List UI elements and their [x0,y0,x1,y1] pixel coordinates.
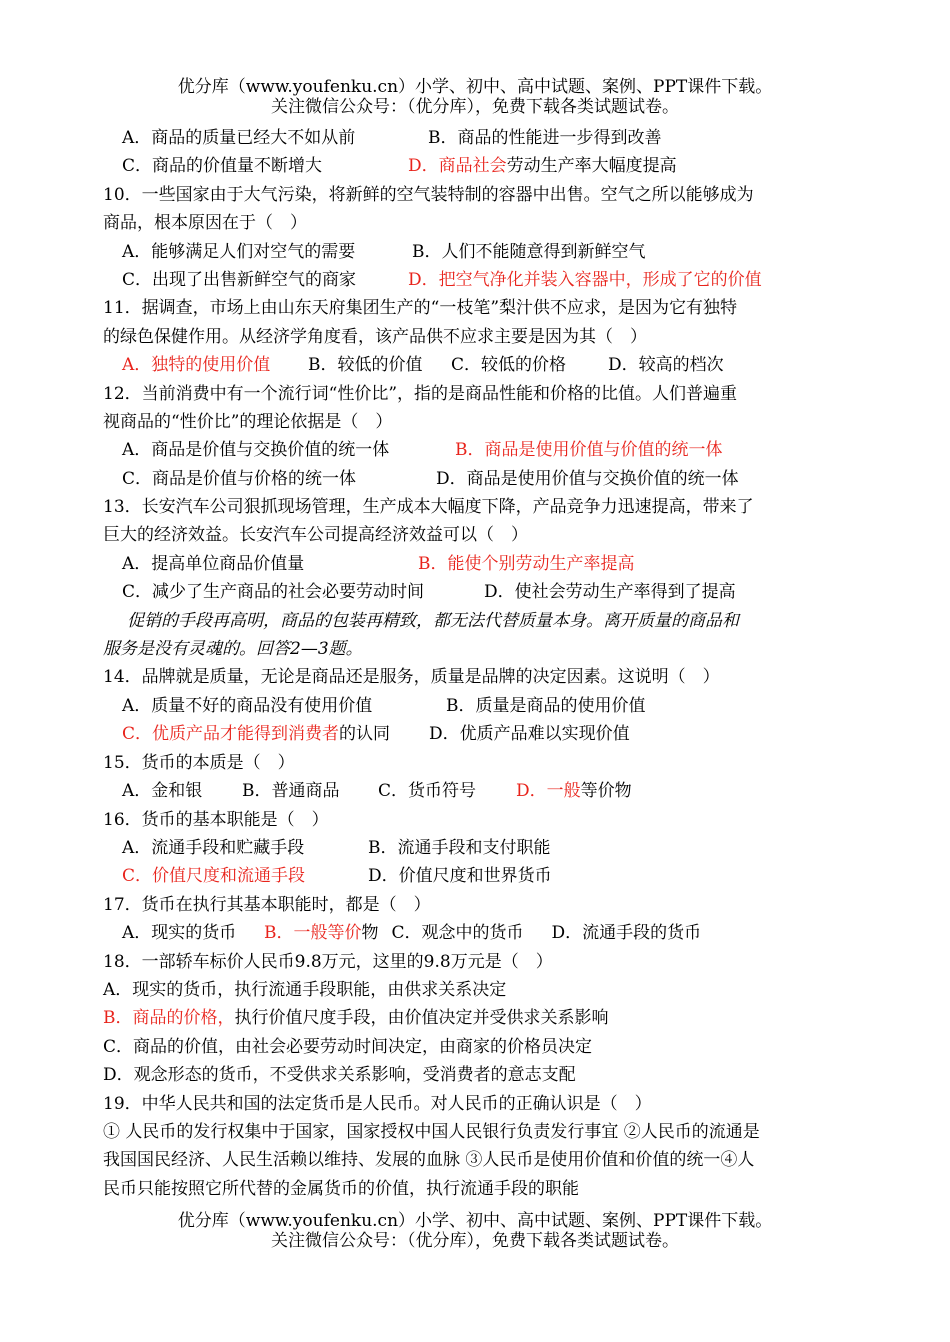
q10-option-b: B．人们不能随意得到新鲜空气 [412,242,646,262]
q11-stem-line-2: 的绿色保健作用。从经济学角度看，该产品供不应求主要是因为其（ ） [103,327,647,347]
q12-options-row-2 [122,469,739,489]
q18-option-b [103,1008,609,1028]
footer-line-1: 优分库（www.youfenku.cn）小学、初中、高中试题、案例、PPT课件下载。 [177,1211,773,1231]
q18-option-b-rest: 执行价值尺度手段，由价值决定并受供求关系影响 [234,1008,609,1028]
q15-options-row [122,781,632,801]
q13-stem-line-2: 巨大的经济效益。长安汽车公司提高经济效益可以（ ） [103,525,528,545]
q12-options-row-1 [122,440,723,460]
q14-options-row-1 [122,696,646,716]
q18-option-c: C．商品的价值，由社会必要劳动时间决定，由商家的价格员决定 [103,1037,593,1057]
q12-option-d: D．商品是使用价值与交换价值的统一体 [436,469,739,489]
passage-line-1: 促销的手段再高明，商品的包装再精致，都无法代替质量本身。离开质量的商品和 [127,611,739,631]
q12-option-a: A．商品是价值与交换价值的统一体 [122,440,390,460]
q17-option-d: D．流通手段的货币 [551,923,702,943]
q14-option-c-answer: C．优质产品才能得到消费者 [122,724,340,744]
q9-options-row-1 [122,128,662,148]
q14-options-row-2 [122,724,630,744]
q11-option-a-answer: A．独特的使用价值 [122,355,271,375]
q14-option-d: D．优质产品难以实现价值 [429,724,630,744]
q11-option-c: C．较低的价格 [451,355,567,375]
q15-option-d-rest: 等价物 [580,781,632,801]
q12-option-c: C．商品是价值与价格的统一体 [122,469,357,489]
q10-options-row-1 [122,242,646,262]
q13-options-row-1 [122,554,635,574]
q11-option-d: D．较高的档次 [608,355,724,375]
q9-option-d-rest: 劳动生产率大幅度提高 [506,156,677,176]
q11-options-row [122,355,724,375]
q14-option-a: A．质量不好的商品没有使用价值 [122,696,373,716]
q18-option-a: A．现实的货币，执行流通手段职能，由供求关系决定 [103,980,507,1000]
q18-option-d: D．观念形态的货币，不受供求关系影响，受消费者的意志支配 [103,1065,576,1085]
header-line-2: 关注微信公众号：（优分库），免费下载各类试题试卷。 [271,97,679,117]
q13-options-row-2 [122,582,736,602]
q10-options-row-2 [122,270,762,290]
q15-option-a: A．金和银 [122,781,203,801]
q14-option-b: B．质量是商品的使用价值 [446,696,646,716]
q15-option-b: B．普通商品 [242,781,340,801]
footer-line-2: 关注微信公众号：（优分库），免费下载各类试题试卷。 [271,1231,679,1251]
q16-option-b: B．流通手段和支付职能 [368,838,551,858]
q15-option-c: C．货币符号 [378,781,477,801]
q14-stem: 14．品牌就是质量，无论是商品还是服务，质量是品牌的决定因素。这说明（ ） [103,667,720,687]
q9-options-row-2 [122,156,677,176]
q9-option-b: B．商品的性能进一步得到改善 [428,128,662,148]
q9-option-c: C．商品的价值量不断增大 [122,156,323,176]
q19-line-2: 我国国民经济、人民生活赖以维持、发展的血脉 ③人民币是使用价值和价值的统一④人 [103,1150,755,1170]
q11-option-b: B．较低的价值 [308,355,423,375]
q17-option-b-rest: 物 [361,923,379,943]
q19-line-3: 民币只能按照它所代替的金属货币的价值，执行流通手段的职能 [103,1179,579,1199]
q17-options-row [122,923,701,943]
q13-option-d: D．使社会劳动生产率得到了提高 [484,582,736,602]
q17-option-a: A．现实的货币 [122,923,237,943]
q19-line-1: ① 人民币的发行权集中于国家，国家授权中国人民银行负责发行事宜 ②人民币的流通是 [103,1122,760,1142]
header-line-1: 优分库（www.youfenku.cn）小学、初中、高中试题、案例、PPT课件下载。 [177,77,773,97]
passage-line-2: 服务是没有灵魂的。回答2—3题。 [103,639,363,659]
q10-stem-line-2: 商品，根本原因在于（ ） [103,213,307,233]
q11-stem-line-1: 11．据调查，市场上由山东天府集团生产的“一枝笔”梨汁供不应求，是因为它有独特 [103,298,738,318]
q16-option-a: A．流通手段和贮藏手段 [122,838,305,858]
q17-option-c: C．观念中的货币 [391,923,524,943]
q16-stem: 16．货币的基本职能是（ ） [103,810,329,830]
q10-option-c: C．出现了出售新鲜空气的商家 [122,270,357,290]
q13-option-c: C．减少了生产商品的社会必要劳动时间 [122,582,425,602]
q17-option-b-answer: B．一般等价 [264,923,362,943]
q16-options-row-2 [122,866,552,886]
q10-option-d-answer: D．把空气净化并装入容器中，形成了它的价值 [408,270,762,290]
q9-option-a: A．商品的质量已经大不如从前 [122,128,356,148]
q13-stem-line-1: 13．长安汽车公司狠抓现场管理，生产成本大幅度下降，产品竞争力迅速提高，带来了 [103,497,754,517]
q18-option-b-answer: B．商品的价格， [103,1008,235,1028]
q17-stem: 17．货币在执行其基本职能时，都是（ ） [103,895,431,915]
q10-stem-line-1: 10．一些国家由于大气污染，将新鲜的空气装特制的容器中出售。空气之所以能够成为 [103,185,754,205]
q15-option-d-answer: D．一般 [516,781,581,801]
q12-option-b-answer: B．商品是使用价值与价值的统一体 [455,440,723,460]
q9-option-d-answer: D．商品社会 [408,156,507,176]
q12-stem-line-2: 视商品的“性价比”的理论依据是（ ） [103,412,393,432]
q16-option-d: D．价值尺度和世界货币 [368,866,552,886]
q13-option-b-answer: B．能使个别劳动生产率提高 [418,554,635,574]
q10-option-a: A．能够满足人们对空气的需要 [122,242,356,262]
q14-option-c-rest: 的认同 [339,724,391,744]
q13-option-a: A．提高单位商品价值量 [122,554,305,574]
q12-stem-line-1: 12．当前消费中有一个流行词“性价比”，指的是商品性能和价格的比值。人们普遍重 [103,384,738,404]
q16-options-row-1 [122,838,551,858]
q16-option-c-answer: C．价值尺度和流通手段 [122,866,306,886]
q18-stem: 18．一部轿车标价人民币9.8万元，这里的9.8万元是（ ） [103,952,553,972]
q19-stem: 19．中华人民共和国的法定货币是人民币。对人民币的正确认识是（ ） [103,1094,652,1114]
q15-stem: 15．货币的本质是（ ） [103,753,295,773]
